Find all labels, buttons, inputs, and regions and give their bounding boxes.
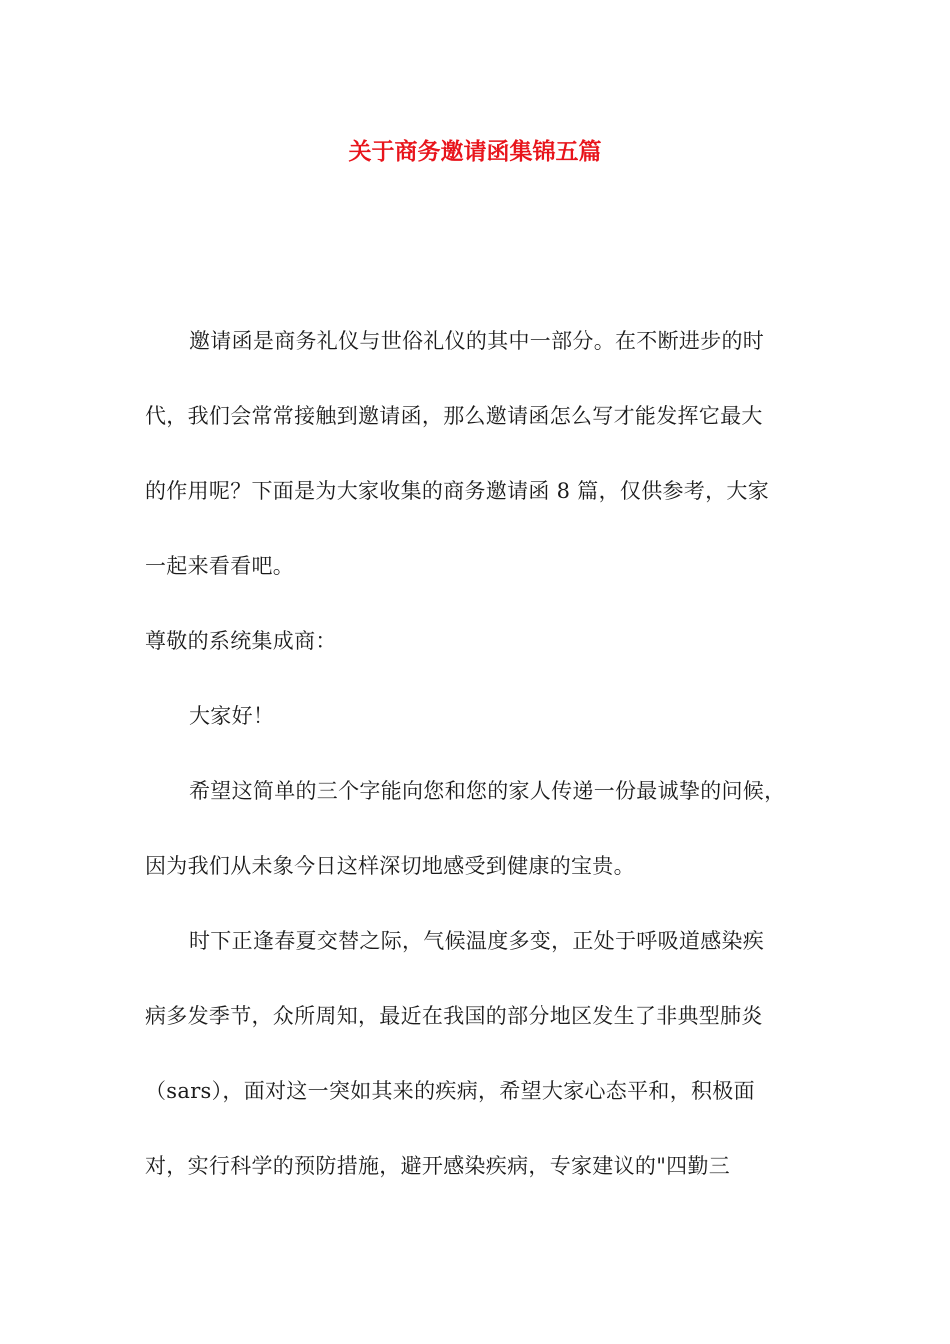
paragraph-line: 的作用呢？下面是为大家收集的商务邀请函 8 篇，仅供参考，大家	[145, 479, 770, 503]
paragraph-line: 邀请函是商务礼仪与世俗礼仪的其中一部分。在不断进步的时	[189, 329, 765, 353]
document-title: 关于商务邀请函集锦五篇	[348, 139, 602, 165]
document-body	[145, 322, 815, 1222]
paragraph-line: 一起来看看吧。	[145, 554, 295, 578]
salutation-line: 尊敬的系统集成商：	[145, 629, 337, 653]
paragraph-line: （sars），面对这一突如其来的疾病，希望大家心态平和，积极面	[145, 1079, 755, 1103]
paragraph-line: 希望这简单的三个字能向您和您的家人传递一份最诚挚的问候，	[189, 779, 786, 803]
paragraph-line: 病多发季节，众所周知，最近在我国的部分地区发生了非典型肺炎	[145, 1004, 763, 1028]
paragraph-line: 时下正逢春夏交替之际，气候温度多变，正处于呼吸道感染疾	[189, 929, 765, 953]
paragraph-line: 代，我们会常常接触到邀请函，那么邀请函怎么写才能发挥它最大	[145, 404, 763, 428]
greeting-line: 大家好！	[189, 704, 275, 728]
paragraph-line: 对，实行科学的预防措施，避开感染疾病，专家建议的"四勤三	[145, 1154, 731, 1178]
paragraph-line: 因为我们从未象今日这样深切地感受到健康的宝贵。	[145, 854, 635, 878]
